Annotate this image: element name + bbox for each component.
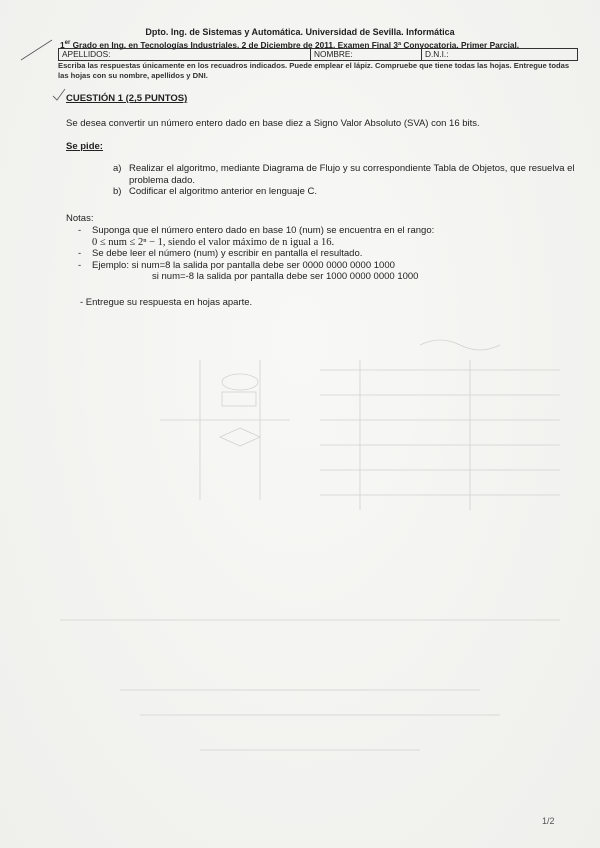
- exam-instructions: Escriba las respuestas únicamente en los recuadros indicados. Puede emplear el lápiz. Compruebe que tiene todas las hojas. Entregue todas las hojas con su nombre, apellidos y DNI.: [58, 61, 570, 80]
- check-mark-icon: [52, 88, 66, 102]
- note-text: Se debe leer el número (num) y escribir en pantalla el resultado.: [92, 248, 363, 259]
- task-text: Realizar el algoritmo, mediante Diagrama de Flujo y su correspondiente Tabla de Objetos, que resuelva el problema dado.: [129, 163, 575, 186]
- note-item: - Suponga que el número entero dado en base 10 (num) se encuentra en el rango:: [78, 225, 435, 236]
- note-item: - Se debe leer el número (num) y escribir en pantalla el resultado.: [78, 248, 363, 259]
- course-details: Grado en Ing. en Tecnologías Industriales. 2 de Diciembre de 2011. Examen Final 3ª Convocatoria. Primer Parcial.: [70, 40, 520, 50]
- task-marker: b): [113, 186, 122, 197]
- se-pide-heading: Se pide:: [66, 141, 103, 152]
- notes-list: [78, 225, 578, 283]
- student-id-box: [58, 48, 578, 61]
- notes-heading: Notas:: [66, 213, 94, 224]
- task-list: [113, 163, 593, 198]
- apellidos-field[interactable]: APELLIDOS:: [62, 49, 111, 59]
- question-intro: Se desea convertir un número entero dado en base diez a Signo Valor Absoluto (SVA) con 16 bits.: [66, 118, 480, 129]
- page-number: 1/2: [542, 816, 555, 826]
- course-number: 1: [60, 40, 65, 50]
- course-ordinal: er: [64, 40, 71, 47]
- dni-field[interactable]: D.N.I.:: [421, 49, 577, 60]
- range-formula: 0 ≤ num ≤ 2ⁿ − 1, siendo el valor máximo de n igual a 16.: [92, 236, 335, 248]
- task-item: [113, 163, 593, 186]
- final-note: - Entregue su respuesta en hojas aparte.: [80, 297, 253, 308]
- nombre-field[interactable]: NOMBRE:: [310, 49, 420, 60]
- question-title: CUESTIÓN 1 (2,5 PUNTOS): [66, 93, 188, 104]
- task-marker: a): [113, 163, 122, 174]
- task-item: [113, 186, 593, 198]
- pen-mark: [20, 38, 54, 62]
- department-header: Dpto. Ing. de Sistemas y Automática. Universidad de Sevilla. Informática: [145, 27, 455, 37]
- note-example-negative: si num=-8 la salida por pantalla debe ser 1000 0000 0000 1000: [152, 271, 419, 282]
- task-text: Codificar el algoritmo anterior en lenguaje C.: [129, 186, 317, 197]
- note-item: - Ejemplo: si num=8 la salida por pantalla debe ser 0000 0000 0000 1000: [78, 259, 395, 271]
- note-text: Suponga que el número entero dado en base 10 (num) se encuentra en el rango:: [92, 225, 435, 236]
- note-text: Ejemplo: si num=8 la salida por pantalla debe ser 0000 0000 0000 1000: [92, 259, 395, 271]
